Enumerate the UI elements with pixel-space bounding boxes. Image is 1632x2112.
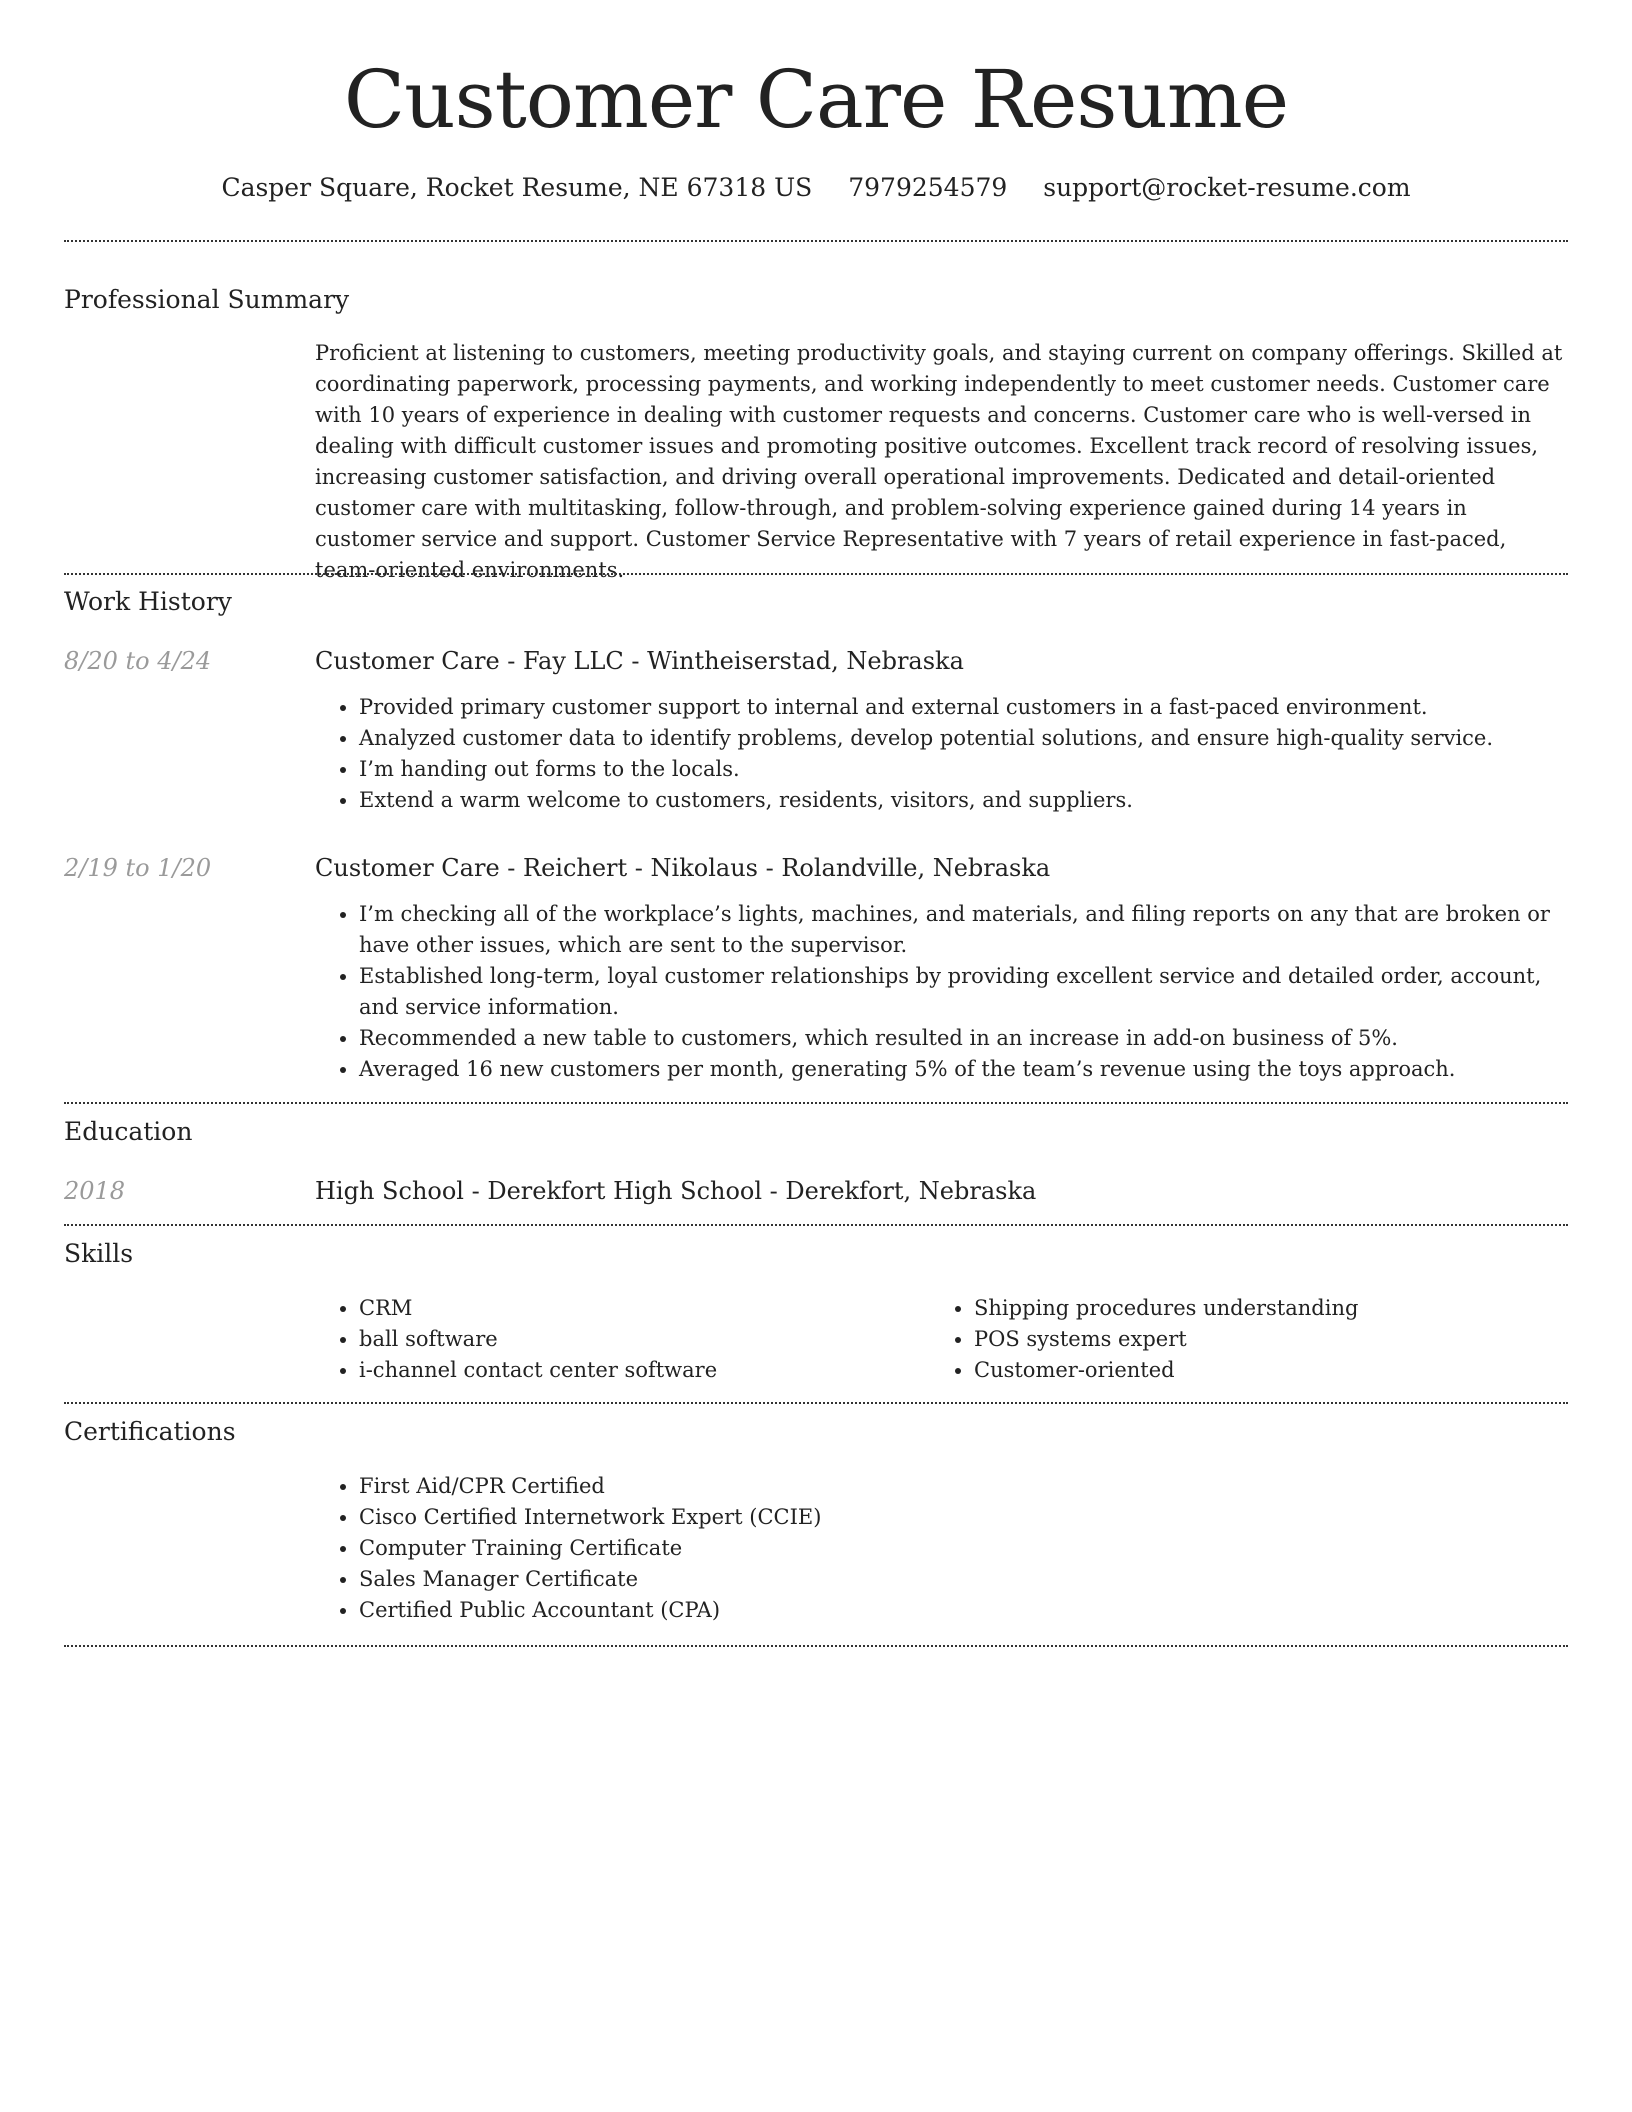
job-bullet: • Established long-term, loyal customer relationships by providing excellent service and detailed order, account, and service information. (359, 961, 1568, 1023)
contact-phone: 7979254579 (848, 173, 1008, 202)
divider (64, 1102, 1568, 1104)
job-bullets (315, 692, 1568, 816)
summary-text: Proficient at listening to customers, meeting productivity goals, and staying current on company offerings. Skilled at coordinating paperwork, processing payments, and working independently to meet customer needs. Customer care with 10 years of experience in dealing with customer requests and concerns. Customer care who is well-versed in dealing with difficult customer issues and promoting positive outcomes. Excellent track record of resolving issues, increasing customer satisfaction, and driving overall operational improvements. Dedicated and detail-oriented customer care with multitasking, follow-through, and problem-solving experience gained during 14 years in customer service and support. Customer Service Representative with 7 years of retail experience in fast-paced, team-oriented environments. (315, 341, 1563, 582)
skills-column-left (315, 1293, 915, 1386)
skill-item: • Shipping procedures understanding (974, 1293, 1530, 1324)
job-bullets (315, 899, 1568, 1085)
divider (64, 1224, 1568, 1226)
certifications-list (315, 1471, 1568, 1626)
education-date: 2018 (64, 1177, 126, 1205)
education-entry (315, 1174, 1568, 1208)
skill-item: • CRM (359, 1293, 915, 1324)
section-heading-certifications: Certifications (64, 1417, 236, 1446)
job-bullet: • Extend a warm welcome to customers, residents, visitors, and suppliers. (359, 785, 1568, 816)
job-title: Customer Care - Reichert - Nikolaus - Rolandville, Nebraska (315, 854, 1051, 882)
skills-list (315, 1293, 915, 1386)
section-heading-skills: Skills (64, 1239, 134, 1268)
job-bullet: • Analyzed customer data to identify problems, develop potential solutions, and ensure high-quality service. (359, 723, 1568, 754)
certification-item: • First Aid/CPR Certified (359, 1471, 1568, 1502)
skill-item: • Customer-oriented (974, 1355, 1530, 1386)
skill-item: • ball software (359, 1324, 915, 1355)
section-heading-work-history: Work History (64, 587, 232, 616)
contact-line (64, 170, 1568, 206)
job-bullet: • I’m handing out forms to the locals. (359, 754, 1568, 785)
job-dates: 8/20 to 4/24 (64, 647, 212, 675)
certifications-block (315, 1471, 1568, 1626)
job-entry (315, 851, 1568, 1085)
skills-column-right (930, 1293, 1530, 1386)
divider (64, 1402, 1568, 1404)
job-dates: 2/19 to 1/20 (64, 854, 212, 882)
job-bullet: • Recommended a new table to customers, which resulted in an increase in add-on business of 5%. (359, 1023, 1568, 1054)
certification-item: • Sales Manager Certificate (359, 1564, 1568, 1595)
contact-address: Casper Square, Rocket Resume, NE 67318 US (221, 173, 813, 202)
skill-item: • i-channel contact center software (359, 1355, 915, 1386)
divider (64, 240, 1568, 242)
contact-email: support@rocket-resume.com (1043, 173, 1411, 202)
job-bullet: • Averaged 16 new customers per month, generating 5% of the team’s revenue using the toys approach. (359, 1054, 1568, 1085)
job-bullet: • I’m checking all of the workplace’s lights, machines, and materials, and filing reports on any that are broken or have other issues, which are sent to the supervisor. (359, 899, 1568, 961)
job-title: Customer Care - Fay LLC - Wintheiserstad, Nebraska (315, 647, 964, 675)
certification-item: • Certified Public Accountant (CPA) (359, 1595, 1568, 1626)
job-entry (315, 644, 1568, 816)
skills-list (930, 1293, 1530, 1386)
divider (64, 1645, 1568, 1647)
resume-title: Customer Care Resume (343, 53, 1289, 146)
education-title: High School - Derekfort High School - Derekfort, Nebraska (315, 1177, 1037, 1205)
certification-item: • Cisco Certified Internetwork Expert (CCIE) (359, 1502, 1568, 1533)
section-heading-education: Education (64, 1117, 193, 1146)
skill-item: • POS systems expert (974, 1324, 1530, 1355)
section-heading-summary: Professional Summary (64, 285, 350, 314)
summary-block (315, 338, 1568, 586)
certification-item: • Computer Training Certificate (359, 1533, 1568, 1564)
divider (64, 573, 1568, 575)
job-bullet: • Provided primary customer support to internal and external customers in a fast-paced environment. (359, 692, 1568, 723)
